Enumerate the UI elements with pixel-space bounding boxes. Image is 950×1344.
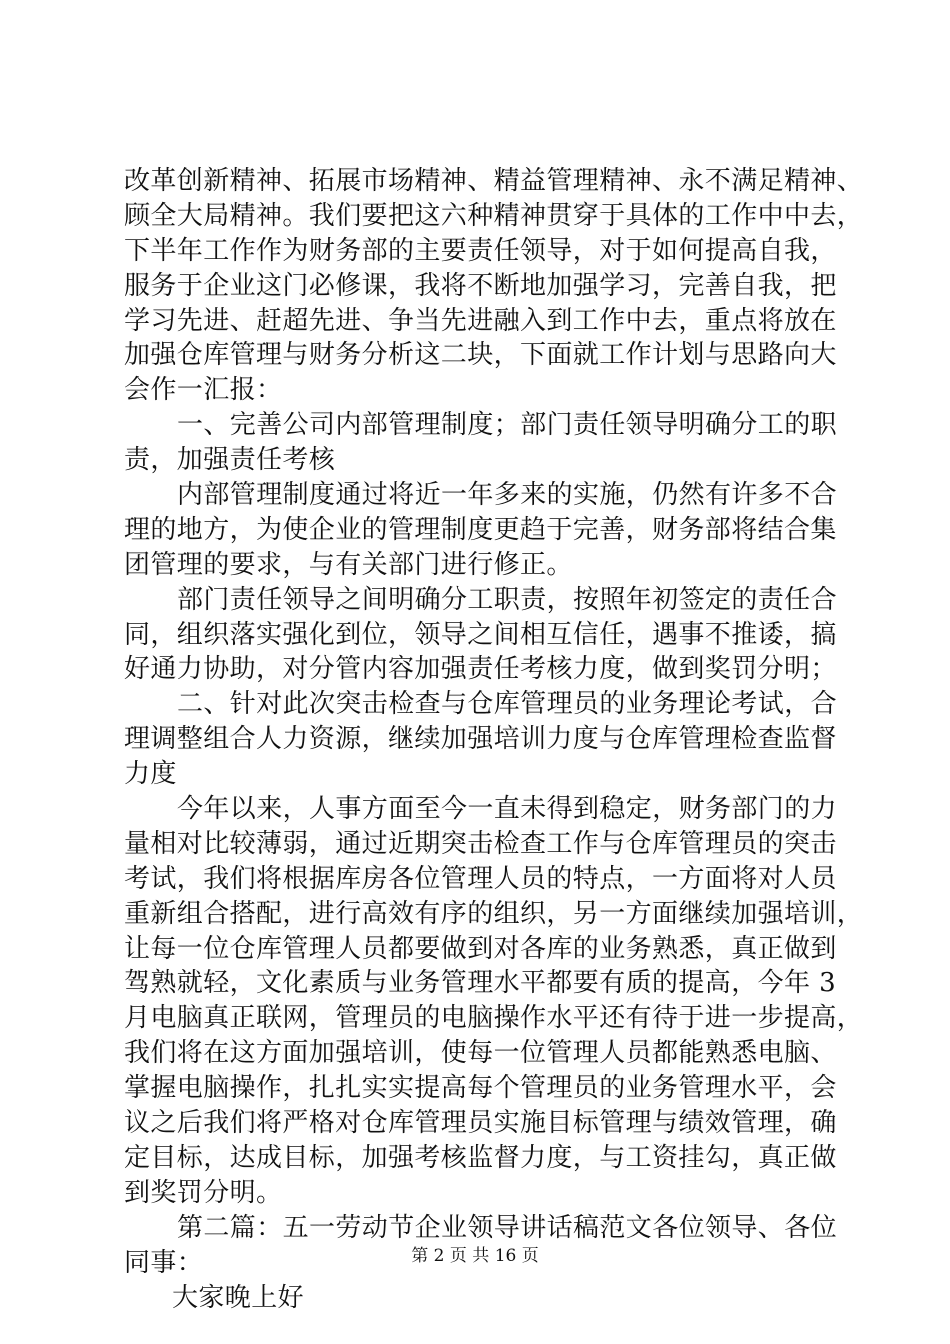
text-line: 大家晚上好: [172, 1282, 305, 1313]
text-line: 定目标，达成目标，加强考核监督力度，与工资挂勾，真正做: [124, 1142, 837, 1173]
section-heading: 理调整组合人力资源，继续加强培训力度与仓库管理检查监督: [124, 724, 837, 755]
text-line: 今年以来，人事方面至今一直未得到稳定，财务部门的力: [177, 794, 838, 825]
text-line: 重新组合搭配，进行高效有序的组织，另一方面继续加强培训，: [124, 898, 864, 929]
text-line: 顾全大局精神。我们要把这六种精神贯穿于具体的工作中中去，: [124, 200, 864, 231]
text-line: 让每一位仓库管理人员都要做到对各库的业务熟悉，真正做到: [124, 933, 837, 964]
text-line: 服务于企业这门必修课，我将不断地加强学习，完善自我，把: [124, 270, 837, 301]
text-line: 改革创新精神、拓展市场精神、精益管理精神、永不满足精神、: [124, 166, 864, 196]
text-line: 量相对比较薄弱，通过近期突击检查工作与仓库管理员的突击: [124, 828, 837, 859]
page-number-footer: 第 2 页 共 16 页: [411, 1246, 539, 1266]
section-heading: 二、针对此次突击检查与仓库管理员的业务理论考试，合: [177, 689, 838, 720]
text-line: 加强仓库管理与财务分析这二块，下面就工作计划与思路向大: [124, 340, 837, 371]
text-line: 部门责任领导之间明确分工职责，按照年初签定的责任合: [177, 584, 838, 615]
text-line: 考试，我们将根据库房各位管理人员的特点，一方面将对人员: [124, 863, 837, 894]
section-heading: 第二篇：五一劳动节企业领导讲话稿范文各位领导、各位: [177, 1212, 838, 1243]
text-line: 到奖罚分明。: [124, 1177, 283, 1208]
text-line: 好通力协助，对分管内容加强责任考核力度，做到奖罚分明；: [124, 654, 837, 685]
section-heading: 责，加强责任考核: [124, 445, 336, 476]
section-heading: 力度: [124, 759, 177, 790]
text-line: 掌握电脑操作，扎扎实实提高每个管理员的业务管理水平，会: [124, 1073, 837, 1104]
text-line: 会作一汇报：: [124, 375, 283, 406]
text-line: 内部管理制度通过将近一年多来的实施，仍然有许多不合: [177, 480, 838, 511]
text-line: 议之后我们将严格对仓库管理员实施目标管理与绩效管理，确: [124, 1108, 837, 1139]
text-line: 驾熟就轻，文化素质与业务管理水平都要有质的提高，今年 3: [124, 968, 837, 999]
text-line: 下半年工作作为财务部的主要责任领导，对于如何提高自我，: [124, 235, 837, 266]
text-line: 学习先进、赶超先进、争当先进融入到工作中去，重点将放在: [124, 305, 837, 336]
document-body: [124, 164, 864, 1315]
text-line: 我们将在这方面加强培训，使每一位管理人员都能熟悉电脑、: [124, 1038, 837, 1069]
text-line: 理的地方，为使企业的管理制度更趋于完善，财务部将结合集: [124, 514, 837, 545]
text-line: 月电脑真正联网，管理员的电脑操作水平还有待于进一步提高，: [124, 1003, 864, 1034]
section-heading: 同事：: [124, 1247, 204, 1278]
section-heading: 一、完善公司内部管理制度；部门责任领导明确分工的职: [177, 410, 838, 441]
text-line: 团管理的要求，与有关部门进行修正。: [124, 549, 573, 580]
text-line: 同，组织落实强化到位，领导之间相互信任，遇事不推诿，搞: [124, 619, 837, 650]
